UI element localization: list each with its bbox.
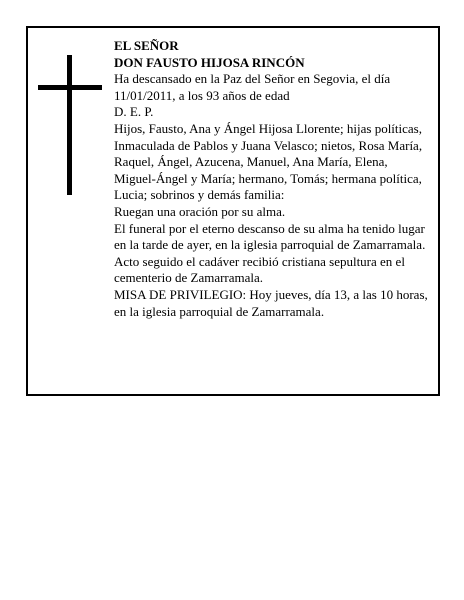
- obituary-text: [114, 38, 432, 320]
- cross-icon: [67, 55, 72, 195]
- cross-icon-bar: [38, 85, 102, 90]
- prayer-request: Ruegan una oración por su alma.: [114, 203, 286, 219]
- family-list: Hijos, Fausto, Ana y Ángel Hijosa Llorente; hijas políticas, Inmaculada de Pablos y Juana Velasco; nietos, Rosa María, Raquel, Ángel, Azucena, Manuel, Ana María, Elena, Miguel-Ángel y María; hermano, Tomás; hermana política, Lucia; sobrinos y demás familia:: [114, 120, 423, 203]
- mass-info: MISA DE PRIVILEGIO: Hoy jueves, día 13, a las 10 horas, en la iglesia parroquial de Zamarramala.: [114, 286, 428, 319]
- announcement: Ha descansado en la Paz del Señor en Segovia, el día 11/01/2011, a los 93 años de edad: [114, 71, 391, 103]
- notice-title: EL SEÑOR: [114, 38, 179, 53]
- deceased-name: DON FAUSTO HIJOSA RINCÓN: [114, 54, 305, 70]
- dep-line: D. E. P.: [114, 104, 154, 120]
- funeral-info: El funeral por el eterno descanso de su alma ha tenido lugar en la tarde de ayer, en la iglesia parroquial de Zamarramala. Acto seguido el cadáver recibió cristiana sepultura en el cementerio de Zamarramala.: [114, 220, 426, 286]
